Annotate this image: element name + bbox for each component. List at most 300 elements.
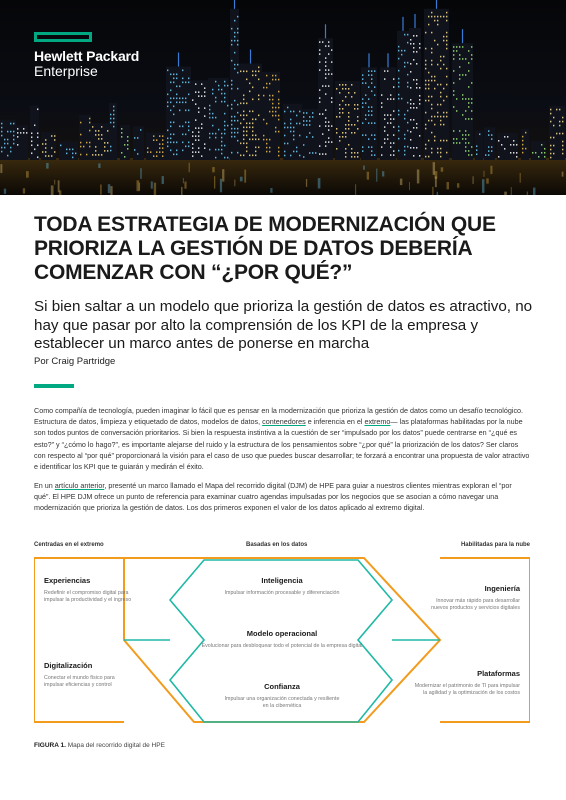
skyline-window-light xyxy=(66,149,67,151)
skyline-window-light xyxy=(491,150,492,152)
skyline-window-light xyxy=(312,136,313,138)
skyline-window-light xyxy=(348,112,349,114)
paragraph-1-text-b: e inferencia en el xyxy=(305,417,365,427)
skyline-window-light xyxy=(434,80,435,82)
skyline-window-light xyxy=(231,40,232,42)
skyline-window-light xyxy=(381,154,382,156)
skyline-window-light xyxy=(465,150,466,152)
skyline-window-light xyxy=(446,48,447,50)
skyline-window-light xyxy=(407,110,408,112)
skyline-window-light xyxy=(404,50,405,52)
skyline-window-light xyxy=(293,131,294,133)
skyline-window-light xyxy=(410,147,411,149)
skyline-window-light xyxy=(269,83,270,85)
skyline-spire xyxy=(368,53,369,67)
skyline-window-light xyxy=(440,92,441,94)
skyline-window-light xyxy=(459,46,460,48)
skyline-window-light xyxy=(237,112,238,114)
skyline-window-light xyxy=(410,103,411,105)
skyline-window-light xyxy=(437,24,438,26)
hpe-logo xyxy=(34,32,139,79)
skyline-window-light xyxy=(23,128,24,130)
water-reflection xyxy=(441,167,443,171)
skyline-window-light xyxy=(237,16,238,18)
skyline-window-light xyxy=(522,152,523,154)
skyline-window-light xyxy=(1,131,2,133)
skyline-window-light xyxy=(42,143,43,145)
skyline-window-light xyxy=(167,106,168,108)
skyline-window-light xyxy=(393,134,394,136)
link-extremo[interactable]: extremo xyxy=(364,417,391,427)
skyline-window-light xyxy=(234,120,235,122)
skyline-window-light xyxy=(465,138,466,140)
water-reflection xyxy=(4,189,6,194)
skyline-window-light xyxy=(465,98,466,100)
skyline-window-light xyxy=(45,143,46,145)
skyline-window-light xyxy=(325,65,326,67)
skyline-window-light xyxy=(101,126,102,128)
skyline-window-light xyxy=(328,121,329,123)
skyline-window-light xyxy=(434,88,435,90)
skyline-window-light xyxy=(243,103,244,105)
skyline-window-light xyxy=(167,146,168,148)
skyline-window-light xyxy=(176,154,177,156)
skyline-window-light xyxy=(559,109,560,111)
water-reflection xyxy=(46,163,48,169)
skyline-window-light xyxy=(325,117,326,119)
water-reflection xyxy=(417,169,419,183)
skyline-window-light xyxy=(348,104,349,106)
skyline-building xyxy=(79,115,91,160)
skyline-window-light xyxy=(328,137,329,139)
skyline-window-light xyxy=(246,79,247,81)
skyline-window-light xyxy=(351,96,352,98)
skyline-window-light xyxy=(559,121,560,123)
skyline-window-light xyxy=(137,153,138,155)
skyline-window-light xyxy=(446,112,447,114)
skyline-window-light xyxy=(224,121,225,123)
skyline-window-light xyxy=(351,156,352,158)
skyline-window-light xyxy=(322,85,323,87)
skyline-window-light xyxy=(410,99,411,101)
skyline-window-light xyxy=(296,151,297,153)
skyline-window-light xyxy=(42,151,43,153)
skyline-window-light xyxy=(446,140,447,142)
skyline-window-light xyxy=(170,90,171,92)
skyline-window-light xyxy=(224,125,225,127)
skyline-window-light xyxy=(345,132,346,134)
skyline-window-light xyxy=(167,70,168,72)
skyline-window-light xyxy=(434,76,435,78)
skyline-window-light xyxy=(185,134,186,136)
skyline-building xyxy=(239,64,262,160)
skyline-window-light xyxy=(371,110,372,112)
desc-line: nuevos productos y servicios digitales xyxy=(431,605,520,612)
skyline-window-light xyxy=(425,48,426,50)
skyline-window-light xyxy=(231,116,232,118)
water-reflection xyxy=(483,171,484,177)
skyline-window-light xyxy=(468,62,469,64)
skyline-window-light xyxy=(173,122,174,124)
skyline-window-light xyxy=(456,142,457,144)
skyline-window-light xyxy=(182,142,183,144)
skyline-window-light xyxy=(176,74,177,76)
skyline-window-light xyxy=(269,147,270,149)
skyline-window-light xyxy=(263,135,264,137)
skyline-window-light xyxy=(413,79,414,81)
skyline-window-light xyxy=(237,104,238,106)
skyline-window-light xyxy=(437,64,438,66)
skyline-window-light xyxy=(92,126,93,128)
skyline-window-light xyxy=(198,147,199,149)
skyline-window-light xyxy=(237,88,238,90)
skyline-window-light xyxy=(404,114,405,116)
skyline-window-light xyxy=(371,78,372,80)
skyline-window-light xyxy=(312,112,313,114)
skyline-window-light xyxy=(468,150,469,152)
skyline-window-light xyxy=(440,60,441,62)
skyline-window-light xyxy=(192,99,193,101)
skyline-window-light xyxy=(390,118,391,120)
skyline-window-light xyxy=(446,44,447,46)
skyline-window-light xyxy=(516,156,517,158)
skyline-window-light xyxy=(284,123,285,125)
skyline-window-light xyxy=(72,153,73,155)
skyline-window-light xyxy=(471,98,472,100)
skyline-window-light xyxy=(354,156,355,158)
block-confianza-desc xyxy=(34,696,530,710)
skyline-window-light xyxy=(354,92,355,94)
skyline-window-light xyxy=(387,122,388,124)
skyline-window-light xyxy=(173,142,174,144)
skyline-window-light xyxy=(413,47,414,49)
skyline-window-light xyxy=(240,71,241,73)
skyline-window-light xyxy=(404,34,405,36)
skyline-window-light xyxy=(269,99,270,101)
water-reflection xyxy=(490,166,492,174)
skyline-window-light xyxy=(443,40,444,42)
skyline-window-light xyxy=(354,104,355,106)
link-articulo-anterior[interactable]: artículo anterior xyxy=(54,481,105,490)
skyline-window-light xyxy=(413,59,414,61)
skyline-window-light xyxy=(212,133,213,135)
skyline-window-light xyxy=(404,154,405,156)
skyline-window-light xyxy=(234,64,235,66)
skyline-window-light xyxy=(227,85,228,87)
skyline-window-light xyxy=(559,133,560,135)
skyline-building xyxy=(59,142,78,160)
skyline-window-light xyxy=(237,120,238,122)
skyline-window-light xyxy=(231,80,232,82)
skyline-window-light xyxy=(398,46,399,48)
skyline-window-light xyxy=(393,78,394,80)
skyline-window-light xyxy=(404,138,405,140)
skyline-window-light xyxy=(456,46,457,48)
skyline-window-light xyxy=(121,132,122,134)
skyline-window-light xyxy=(319,145,320,147)
skyline-window-light xyxy=(339,116,340,118)
column-header-center: Basadas en los datos xyxy=(246,542,308,548)
skyline-window-light xyxy=(446,36,447,38)
skyline-window-light xyxy=(45,147,46,149)
skyline-window-light xyxy=(272,107,273,109)
skyline-window-light xyxy=(339,92,340,94)
skyline-window-light xyxy=(278,99,279,101)
skyline-window-light xyxy=(221,89,222,91)
skyline-window-light xyxy=(272,103,273,105)
skyline-window-light xyxy=(51,147,52,149)
skyline-window-light xyxy=(237,140,238,142)
skyline-window-light xyxy=(243,135,244,137)
skyline-window-light xyxy=(258,71,259,73)
skyline-window-light xyxy=(255,135,256,137)
skyline-window-light xyxy=(237,44,238,46)
skyline-window-light xyxy=(556,133,557,135)
skyline-window-light xyxy=(234,128,235,130)
skyline-window-light xyxy=(331,141,332,143)
skyline-window-light xyxy=(234,32,235,34)
skyline-window-light xyxy=(198,127,199,129)
skyline-window-light xyxy=(428,16,429,18)
skyline-window-light xyxy=(381,146,382,148)
skyline-building xyxy=(262,72,280,160)
water-reflection xyxy=(23,188,25,193)
skyline-window-light xyxy=(322,153,323,155)
skyline-window-light xyxy=(212,89,213,91)
skyline-window-light xyxy=(504,148,505,150)
skyline-window-light xyxy=(296,115,297,117)
skyline-window-light xyxy=(462,74,463,76)
desc-line: la agilidad y la optimización de los costos xyxy=(423,690,520,697)
skyline-window-light xyxy=(1,127,2,129)
skyline-window-light xyxy=(252,111,253,113)
skyline-window-light xyxy=(7,131,8,133)
skyline-window-light xyxy=(371,106,372,108)
skyline-window-light xyxy=(13,123,14,125)
skyline-window-light xyxy=(51,155,52,157)
skyline-window-light xyxy=(204,115,205,117)
skyline-window-light xyxy=(459,130,460,132)
skyline-window-light xyxy=(98,138,99,140)
skyline-window-light xyxy=(249,111,250,113)
skyline-window-light xyxy=(303,116,304,118)
skyline-window-light xyxy=(255,155,256,157)
skyline-window-light xyxy=(374,134,375,136)
skyline-window-light xyxy=(1,135,2,137)
skyline-window-light xyxy=(410,131,411,133)
skyline-window-light xyxy=(462,46,463,48)
skyline-window-light xyxy=(485,154,486,156)
skyline-window-light xyxy=(331,61,332,63)
skyline-window-light xyxy=(416,127,417,129)
skyline-window-light xyxy=(89,142,90,144)
skyline-window-light xyxy=(231,108,232,110)
skyline-window-light xyxy=(243,71,244,73)
skyline-window-light xyxy=(504,136,505,138)
skyline-window-light xyxy=(443,56,444,58)
skyline-window-light xyxy=(243,95,244,97)
skyline-window-light xyxy=(255,151,256,153)
skyline-window-light xyxy=(306,136,307,138)
skyline-window-light xyxy=(562,149,563,151)
link-contenedores[interactable]: contenedores xyxy=(262,417,306,427)
skyline-window-light xyxy=(328,125,329,127)
skyline-window-light xyxy=(167,102,168,104)
skyline-window-light xyxy=(269,95,270,97)
skyline-window-light xyxy=(342,84,343,86)
skyline-window-light xyxy=(240,103,241,105)
skyline-window-light xyxy=(431,16,432,18)
skyline-window-light xyxy=(345,128,346,130)
skyline-window-light xyxy=(398,98,399,100)
skyline-window-light xyxy=(198,107,199,109)
skyline-window-light xyxy=(459,78,460,80)
skyline-window-light xyxy=(384,70,385,72)
skyline-window-light xyxy=(237,72,238,74)
skyline-window-light xyxy=(4,147,5,149)
skyline-window-light xyxy=(258,147,259,149)
skyline-window-light xyxy=(348,120,349,122)
skyline-window-light xyxy=(243,139,244,141)
skyline-window-light xyxy=(416,87,417,89)
skyline-window-light xyxy=(215,97,216,99)
skyline-window-light xyxy=(31,136,32,138)
skyline-window-light xyxy=(544,152,545,154)
skyline-window-light xyxy=(221,141,222,143)
skyline-window-light xyxy=(13,143,14,145)
skyline-window-light xyxy=(488,130,489,132)
skyline-window-light xyxy=(284,127,285,129)
skyline-window-light xyxy=(410,87,411,89)
skyline-window-light xyxy=(465,142,466,144)
skyline-window-light xyxy=(428,80,429,82)
skyline-window-light xyxy=(224,157,225,159)
skyline-window-light xyxy=(269,151,270,153)
desc-line: impulsar la productividad y el ingreso xyxy=(44,597,132,604)
skyline-window-light xyxy=(443,100,444,102)
skyline-window-light xyxy=(1,151,2,153)
skyline-window-light xyxy=(45,151,46,153)
skyline-window-light xyxy=(173,98,174,100)
skyline-window-light xyxy=(150,151,151,153)
water-reflection xyxy=(511,187,512,195)
skyline-window-light xyxy=(459,54,460,56)
skyline-window-light xyxy=(204,143,205,145)
skyline-window-light xyxy=(413,147,414,149)
skyline-window-light xyxy=(54,135,55,137)
skyline-window-light xyxy=(185,122,186,124)
water-reflection xyxy=(214,176,215,188)
skyline-window-light xyxy=(209,109,210,111)
skyline-window-light xyxy=(446,16,447,18)
skyline-window-light xyxy=(401,54,402,56)
skyline-window-light xyxy=(462,94,463,96)
skyline-window-light xyxy=(498,140,499,142)
skyline-window-light xyxy=(446,20,447,22)
skyline-window-light xyxy=(462,114,463,116)
skyline-window-light xyxy=(443,140,444,142)
skyline-window-light xyxy=(357,120,358,122)
paragraph-1 xyxy=(34,405,530,472)
skyline-window-light xyxy=(221,133,222,135)
skyline-window-light xyxy=(306,112,307,114)
skyline-window-light xyxy=(325,73,326,75)
skyline-window-light xyxy=(553,137,554,139)
skyline-window-light xyxy=(162,151,163,153)
skyline-window-light xyxy=(437,104,438,106)
skyline-window-light xyxy=(231,60,232,62)
skyline-window-light xyxy=(416,35,417,37)
skyline-window-light xyxy=(231,152,232,154)
skyline-window-light xyxy=(299,123,300,125)
skyline-window-light xyxy=(234,40,235,42)
skyline-window-light xyxy=(365,102,366,104)
skyline-window-light xyxy=(287,143,288,145)
skyline-window-light xyxy=(384,114,385,116)
skyline-window-light xyxy=(198,131,199,133)
skyline-window-light xyxy=(10,147,11,149)
skyline-window-light xyxy=(224,101,225,103)
skyline-window-light xyxy=(195,151,196,153)
skyline-window-light xyxy=(252,75,253,77)
skyline-window-light xyxy=(243,143,244,145)
skyline-window-light xyxy=(278,147,279,149)
skyline-spire xyxy=(387,53,388,67)
article-subtitle: Si bien saltar a un modelo que prioriza la gestión de datos es atractivo, no hay que pasar por alto la comprensión de los KPI de la empresa y establecer un marco antes de ponerse en marcha xyxy=(34,298,533,352)
skyline-window-light xyxy=(404,66,405,68)
skyline-window-light xyxy=(80,154,81,156)
skyline-window-light xyxy=(258,79,259,81)
skyline-window-light xyxy=(201,83,202,85)
skyline-window-light xyxy=(328,41,329,43)
skyline-window-light xyxy=(516,152,517,154)
skyline-window-light xyxy=(104,142,105,144)
skyline-window-light xyxy=(243,127,244,129)
skyline-window-light xyxy=(246,151,247,153)
skyline-window-light xyxy=(173,106,174,108)
skyline-window-light xyxy=(37,132,38,134)
skyline-window-light xyxy=(98,154,99,156)
skyline-window-light xyxy=(404,150,405,152)
skyline-window-light xyxy=(322,41,323,43)
skyline-window-light xyxy=(234,116,235,118)
skyline-window-light xyxy=(456,50,457,52)
water-reflection xyxy=(437,192,438,195)
skyline-window-light xyxy=(393,98,394,100)
skyline-window-light xyxy=(387,114,388,116)
skyline-window-light xyxy=(162,147,163,149)
water-reflection xyxy=(486,178,489,183)
skyline-window-light xyxy=(357,116,358,118)
skyline-window-light xyxy=(336,132,337,134)
skyline-window-light xyxy=(124,144,125,146)
skyline-window-light xyxy=(204,91,205,93)
skyline-window-light xyxy=(319,97,320,99)
skyline-window-light xyxy=(31,132,32,134)
skyline-window-light xyxy=(218,149,219,151)
water-reflection xyxy=(447,182,449,189)
skyline-window-light xyxy=(31,144,32,146)
skyline-window-light xyxy=(453,54,454,56)
skyline-window-light xyxy=(153,139,154,141)
skyline-window-light xyxy=(231,136,232,138)
skyline-window-light xyxy=(173,78,174,80)
skyline-window-light xyxy=(252,99,253,101)
skyline-window-light xyxy=(218,85,219,87)
skyline-window-light xyxy=(425,124,426,126)
skyline-window-light xyxy=(110,150,111,152)
skyline-window-light xyxy=(306,120,307,122)
